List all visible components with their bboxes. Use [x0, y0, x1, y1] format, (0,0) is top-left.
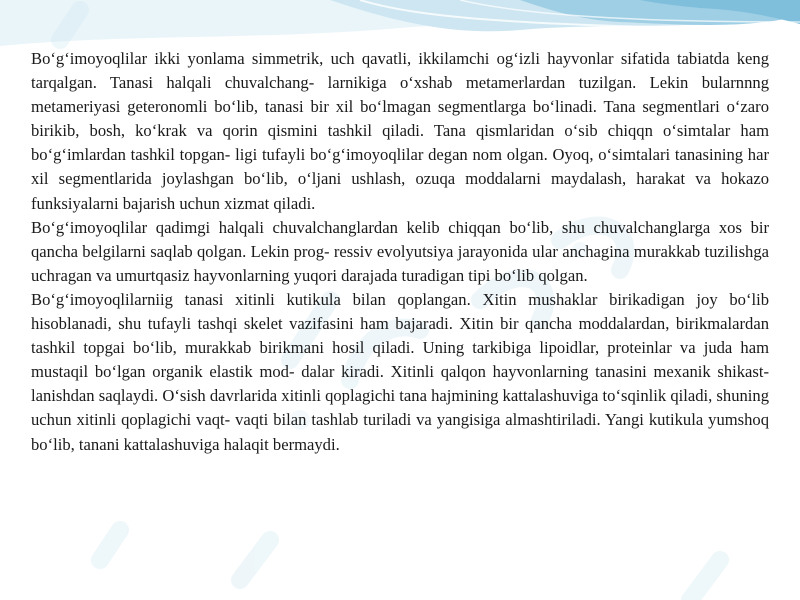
document-body	[31, 47, 769, 457]
paragraph-3: Bo‘g‘imoyoqlilarniig tanasi xitinli kutikula bilan qoplangan. Xitin mushaklar birikadigan joy bo‘lib hisoblanadi, shu tufayli tashqi skelet vazifasini ham bajaradi. Xitin bir qancha moddalardan, birikmalardan tashkil topgai bo‘lib, murakkab birikmani hosil qiladi. Uning tarkibiga lipoidlar, proteinlar va juda ham mustaqil bo‘lgan organik elastik mod- dalar kiradi. Xitinli qalqon hayvonlarning tanasini mexanik shikast- lanishdan saqlaydi. O‘sish davrlarida xitinli qoplagichi tana hajmining kattalashuviga to‘sqinlik qiladi, shuning uchun xitinli qoplagichi vaqt- vaqti bilan tashlab turiladi va yangisiga almashtiriladi. Yangi kutikula yumshoq bo‘lib, tanani kattalashuviga halaqit bermaydi.	[31, 289, 769, 454]
paragraph-1: Bo‘g‘imoyoqlilar ikki yonlama simmetrik, uch qavatli, ikkilamchi og‘izli hayvonlar sifatida tabiatda keng tarqalgan. Tanasi halqali chuvalchang- larnikiga o‘xshab metamerlardan tuzilgan. Lekin bularnnng metameriyasi geteronomli bo‘lib, tanasi bir xil bo‘lmagan segmentlarga bo‘linadi. Tana segmentlari o‘zaro birikib, bosh, ko‘krak va qorin qismini tashkil qiladi. Tana qismlaridan o‘sib chiqqn o‘simtalar ham bo‘g‘imlardan tashkil topgan- ligi tufayli bo‘g‘imoyoqlilar degan nom olgan. Oyoq, o‘simtalari tanasining har xil segmentlarida joylashgan bo‘lib, o‘ljani ushlash, ozuqa moddalarni maydalash, harakat va hokazo funksiyalarni bajarish uchun xizmat qiladi.	[31, 49, 769, 213]
paragraph-2: Bo‘g‘imoyoqlilar qadimgi halqali chuvalchanglardan kelib chiqqan bo‘lib, shu chuvalchanglarga xos bir qancha belgilarni saqlab qolgan. Lekin prog- ressiv evolyutsiya jarayonida ular anchagina murakkab tuzilishga uchragan va umurtqasiz hayvonlarning yuqori darajada turadigan tipi bo‘lib qolgan.	[31, 217, 769, 285]
